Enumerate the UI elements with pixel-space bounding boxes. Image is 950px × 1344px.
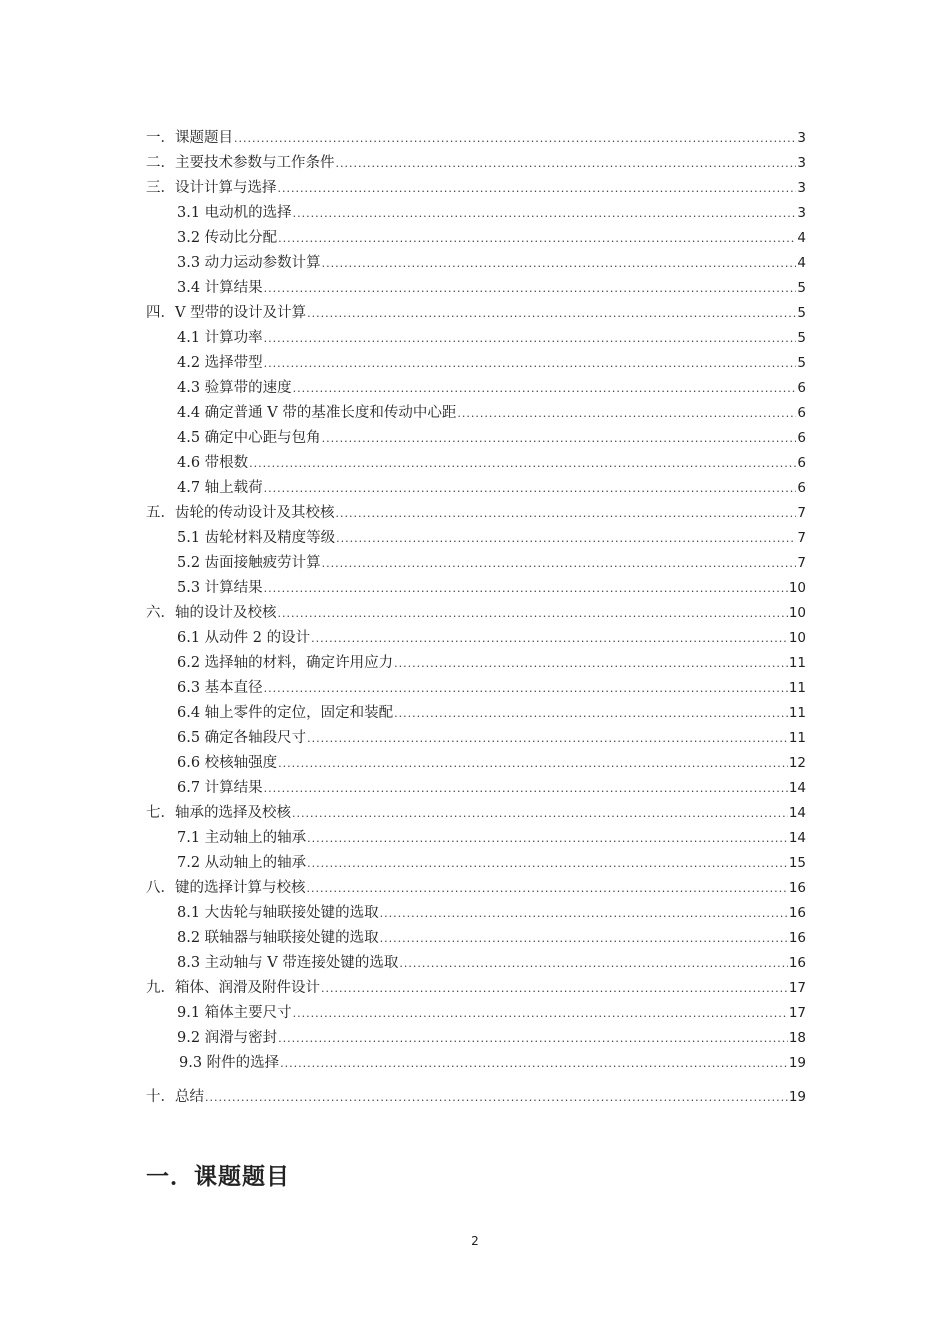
toc-entry-title: 四．V 型带的设计及计算	[146, 305, 307, 321]
toc-entry-title: 4.2 选择带型	[177, 355, 263, 371]
toc-leader-dots	[278, 226, 796, 251]
toc-entry-page: 10	[788, 630, 806, 646]
toc-entry-title: 4.3 验算带的速度	[177, 380, 292, 396]
toc-subentry[interactable]	[146, 226, 806, 251]
toc-subentry[interactable]	[146, 276, 806, 301]
toc-subentry[interactable]	[146, 451, 806, 476]
toc-entry-title: 3.1 电动机的选择	[177, 205, 292, 221]
toc-entry-title: 4.1 计算功率	[177, 330, 263, 346]
toc-leader-dots	[307, 876, 788, 901]
toc-leader-dots	[293, 376, 797, 401]
toc-leader-dots	[292, 801, 788, 826]
toc-subentry[interactable]	[146, 476, 806, 501]
toc-entry[interactable]	[146, 151, 806, 176]
toc-entry-title: 4.5 确定中心距与包角	[177, 430, 321, 446]
toc-subentry[interactable]	[146, 676, 806, 701]
toc-entry-title: 5.1 齿轮材料及精度等级	[177, 530, 336, 546]
toc-leader-dots	[264, 326, 797, 351]
toc-entry-title: 3.4 计算结果	[177, 280, 263, 296]
toc-leader-dots	[278, 176, 797, 201]
toc-entry-page: 5	[797, 280, 806, 296]
toc-entry-title: 9.3 附件的选择	[179, 1055, 280, 1071]
toc-leader-dots	[336, 526, 796, 551]
toc-leader-dots	[394, 651, 788, 676]
toc-leader-dots	[249, 451, 796, 476]
toc-leader-dots	[205, 1085, 788, 1110]
toc-entry[interactable]	[146, 301, 806, 326]
toc-entry-page: 14	[788, 805, 806, 821]
toc-subentry[interactable]	[146, 576, 806, 601]
toc-leader-dots	[280, 1051, 788, 1076]
toc-entry[interactable]	[146, 976, 806, 1001]
toc-entry-page: 3	[797, 205, 806, 221]
toc-leader-dots	[321, 976, 788, 1001]
toc-entry-title: 4.6 带根数	[177, 455, 249, 471]
toc-entry[interactable]	[146, 601, 806, 626]
toc-subentry[interactable]	[146, 551, 806, 576]
toc-entry-page: 17	[788, 1005, 806, 1021]
toc-subentry[interactable]	[146, 851, 806, 876]
toc-entry-title: 8.1 大齿轮与轴联接处键的选取	[177, 905, 379, 921]
toc-entry-page: 3	[797, 155, 806, 171]
toc-entry-title: 5.3 计算结果	[177, 580, 263, 596]
toc-entry-title: 七．轴承的选择及校核	[146, 805, 291, 821]
toc-leader-dots	[293, 201, 797, 226]
toc-subentry[interactable]	[146, 701, 806, 726]
toc-leader-dots	[399, 951, 787, 976]
toc-entry-title: 7.1 主动轴上的轴承	[177, 830, 307, 846]
toc-leader-dots	[264, 676, 788, 701]
toc-entry-page: 7	[797, 505, 806, 521]
toc-subentry[interactable]	[146, 251, 806, 276]
toc-entry-title: 4.7 轴上载荷	[177, 480, 263, 496]
toc-entry-title: 6.7 计算结果	[177, 780, 263, 796]
toc-entry-title: 6.6 校核轴强度	[177, 755, 278, 771]
toc-subentry[interactable]	[146, 326, 806, 351]
toc-entry-title: 五．齿轮的传动设计及其校核	[146, 505, 335, 521]
toc-leader-dots	[457, 401, 796, 426]
toc-leader-dots	[293, 1001, 788, 1026]
toc-entry-page: 11	[788, 705, 806, 721]
toc-entry[interactable]	[146, 876, 806, 901]
toc-subentry[interactable]	[146, 201, 806, 226]
toc-entry-page: 11	[788, 680, 806, 696]
toc-entry-page: 5	[797, 355, 806, 371]
toc-subentry[interactable]	[146, 376, 806, 401]
toc-leader-dots	[278, 1026, 788, 1051]
toc-leader-dots	[264, 576, 788, 601]
toc-entry-title: 九．箱体、润滑及附件设计	[146, 980, 320, 996]
toc-entry-title: 二．主要技术参数与工作条件	[146, 155, 335, 171]
toc-subentry[interactable]	[146, 926, 806, 951]
toc-entry-page: 19	[788, 1055, 806, 1071]
toc-subentry[interactable]	[146, 651, 806, 676]
toc-subentry[interactable]	[146, 1001, 806, 1026]
toc-entry[interactable]	[146, 176, 806, 201]
toc-entry-page: 18	[788, 1030, 806, 1046]
toc-leader-dots	[336, 151, 797, 176]
toc-leader-dots	[311, 626, 788, 651]
toc-entry-page: 16	[788, 880, 806, 896]
toc-subentry[interactable]	[146, 901, 806, 926]
toc-entry-title: 3.2 传动比分配	[177, 230, 278, 246]
toc-entry-page: 16	[788, 905, 806, 921]
toc-entry-title: 六．轴的设计及校核	[146, 605, 277, 621]
toc-entry-page: 14	[788, 830, 806, 846]
toc-entry-page: 14	[788, 780, 806, 796]
toc-entry-page: 11	[788, 730, 806, 746]
toc-leader-dots	[264, 351, 797, 376]
toc-entry-page: 11	[788, 655, 806, 671]
toc-entry-title: 6.5 确定各轴段尺寸	[177, 730, 307, 746]
toc-entry[interactable]	[146, 126, 806, 151]
toc-leader-dots	[278, 601, 788, 626]
toc-entry-title: 4.4 确定普通 V 带的基准长度和传动中心距	[177, 405, 457, 421]
toc-leader-dots	[278, 751, 788, 776]
toc-entry-title: 9.2 润滑与密封	[177, 1030, 278, 1046]
toc-leader-dots	[322, 551, 797, 576]
toc-subentry[interactable]	[146, 951, 806, 976]
toc-entry-page: 7	[797, 530, 806, 546]
toc-entry-page: 15	[788, 855, 806, 871]
toc-leader-dots	[322, 251, 797, 276]
toc-entry-page: 4	[797, 230, 806, 246]
toc-entry-title: 6.3 基本直径	[177, 680, 263, 696]
toc-leader-dots	[307, 301, 796, 326]
toc-entry-page: 3	[797, 130, 806, 146]
toc-leader-dots	[322, 426, 797, 451]
page-number: 2	[471, 1234, 479, 1248]
toc-subentry[interactable]	[146, 1051, 806, 1075]
toc-entry-title: 8.2 联轴器与轴联接处键的选取	[177, 930, 379, 946]
toc-leader-dots	[264, 776, 788, 801]
toc-entry-page: 12	[788, 755, 806, 771]
toc-subentry[interactable]	[146, 751, 806, 776]
toc-leader-dots	[234, 126, 796, 151]
toc-entry-page: 7	[797, 555, 806, 571]
toc-leader-dots	[336, 501, 797, 526]
toc-subentry[interactable]	[146, 526, 806, 551]
toc-subentry[interactable]	[146, 626, 806, 651]
toc-entry-page: 5	[797, 305, 806, 321]
toc-entry-page: 6	[797, 430, 806, 446]
toc-entry-page: 19	[788, 1089, 806, 1105]
toc-subentry[interactable]	[146, 776, 806, 801]
toc-entry-page: 17	[788, 980, 806, 996]
toc-leader-dots	[264, 276, 797, 301]
section-heading: 一．课题题目	[146, 1164, 290, 1190]
toc-entry-title: 八．键的选择计算与校核	[146, 880, 306, 896]
toc-entry-page: 4	[797, 255, 806, 271]
toc-entry-page: 10	[788, 580, 806, 596]
toc-entry-page: 6	[797, 480, 806, 496]
toc-entry-title: 6.2 选择轴的材料，确定许用应力	[177, 655, 394, 671]
toc-leader-dots	[264, 476, 797, 501]
toc-entry-title: 一．课题题目	[146, 130, 233, 146]
toc-entry-title: 5.2 齿面接触疲劳计算	[177, 555, 321, 571]
toc-entry-page: 6	[797, 380, 806, 396]
toc-subentry[interactable]	[146, 726, 806, 751]
toc-entry-page: 5	[797, 330, 806, 346]
toc-entry[interactable]	[146, 1085, 806, 1110]
toc-entry-title: 8.3 主动轴与 V 带连接处键的选取	[177, 955, 399, 971]
toc-entry-title: 3.3 动力运动参数计算	[177, 255, 321, 271]
toc-leader-dots	[307, 726, 788, 751]
toc-leader-dots	[380, 901, 788, 926]
toc-entry[interactable]	[146, 801, 806, 826]
toc-leader-dots	[394, 701, 788, 726]
toc-subentry[interactable]	[146, 401, 806, 426]
toc-entry-page: 3	[797, 180, 806, 196]
toc-entry-title: 7.2 从动轴上的轴承	[177, 855, 307, 871]
toc-leader-dots	[307, 851, 788, 876]
toc-entry-page: 6	[797, 405, 806, 421]
toc-entry-title: 9.1 箱体主要尺寸	[177, 1005, 292, 1021]
toc-subentry[interactable]	[146, 826, 806, 851]
toc-entry-page: 10	[788, 605, 806, 621]
toc-entry[interactable]	[146, 501, 806, 526]
toc-leader-dots	[307, 826, 788, 851]
table-of-contents	[146, 126, 806, 1110]
toc-entry-title: 三．设计计算与选择	[146, 180, 277, 196]
toc-entry-title: 十．总结	[146, 1089, 204, 1105]
toc-entry-page: 16	[788, 930, 806, 946]
toc-leader-dots	[380, 926, 788, 951]
toc-subentry[interactable]	[146, 426, 806, 451]
toc-entry-title: 6.4 轴上零件的定位，固定和装配	[177, 705, 394, 721]
toc-entry-page: 6	[797, 455, 806, 471]
toc-entry-page: 16	[788, 955, 806, 971]
toc-subentry[interactable]	[146, 351, 806, 376]
toc-entry-title: 6.1 从动件 2 的设计	[177, 630, 311, 646]
toc-subentry[interactable]	[146, 1026, 806, 1051]
